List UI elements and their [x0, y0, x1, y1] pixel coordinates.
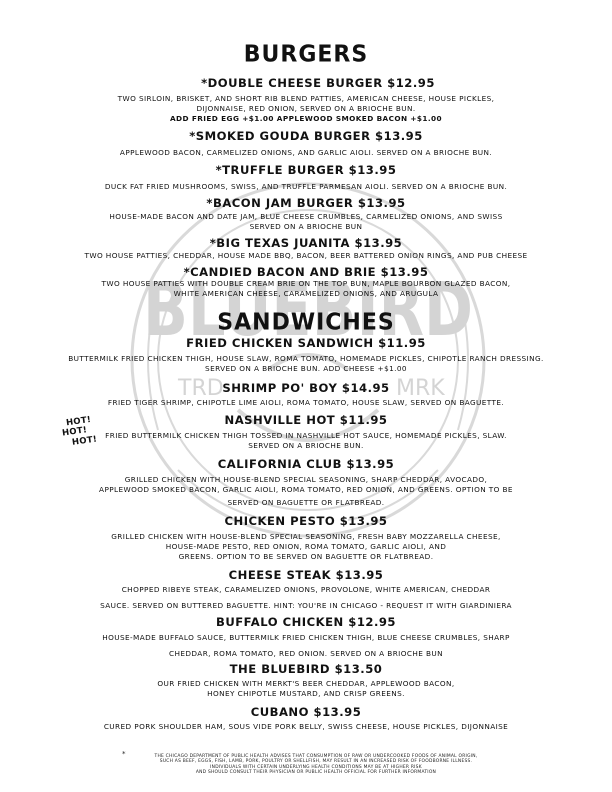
- hot-badge-line: HOT!: [61, 425, 88, 439]
- footnote-line: AND SHOULD CONSULT THEIR PHYSICIAN OR PUBLIC HEALTH OFFICIAL FOR FURTHER INFORMATION: [195, 769, 437, 775]
- footnote-line: INDIVIDUALS WITH CERTAIN UNDERLYING HEALTH CONDITIONS MAY BE AT HIGHER RISK: [210, 764, 422, 770]
- menu-item-description: TWO HOUSE PATTIES WITH DOUBLE CREAM BRIE ON THE TOP BUN, MAPLE BOURBON GLAZED BACON,: [101, 279, 511, 288]
- menu-item-description: WHITE AMERICAN CHEESE, CARAMELIZED ONIONS, AND ARUGULA: [173, 289, 439, 298]
- menu-item-title: CALIFORNIA CLUB $13.95: [217, 457, 395, 471]
- menu-item-title: CHEESE STEAK $13.95: [228, 568, 384, 582]
- menu-item-title: *BIG TEXAS JUANITA $13.95: [209, 236, 403, 250]
- menu-item-description: APPLEWOOD BACON, CARMELIZED ONIONS, AND GARLIC AIOLI. SERVED ON A BRIOCHE BUN.: [119, 148, 493, 157]
- watermark-brand-text: BLUEBIRD: [143, 267, 473, 353]
- menu-item-description: HONEY CHIPOTLE MUSTARD, AND CRISP GREENS.: [207, 689, 405, 698]
- menu-item-description: HOUSE-MADE PESTO, RED ONION, ROMA TOMATO, GARLIC AIOLI, AND: [165, 542, 447, 551]
- menu-item-description: OUR FRIED CHICKEN WITH MERKT'S BEER CHEDDAR, APPLEWOOD BACON,: [157, 679, 455, 688]
- sandwiches-heading: SANDWICHES: [217, 309, 395, 336]
- footnote-line: THE CHICAGO DEPARTMENT OF PUBLIC HEALTH ADVISES THAT CONSUMPTION OF RAW OR UNDERCOOKED FOODS OF ANIMAL ORIGIN,: [154, 754, 478, 759]
- health-advisory-footnote: [122, 750, 506, 775]
- menu-item-description: HOUSE-MADE BUFFALO SAUCE, BUTTERMILK FRIED CHICKEN THIGH, BLUE CHEESE CRUMBLES, SHARP: [102, 633, 510, 642]
- menu-item-description: SERVED ON BAGUETTE OR FLATBREAD.: [227, 498, 385, 507]
- menu-item-description: FRIED TIGER SHRIMP, CHIPOTLE LIME AIOLI, ROMA TOMATO, HOUSE SLAW, SERVED ON BAGUETTE.: [107, 398, 505, 407]
- menu-item-title: BUFFALO CHICKEN $12.95: [215, 615, 396, 629]
- menu-item-description: APPLEWOOD SMOKED BACON, GARLIC AIOLI, ROMA TOMATO, RED ONION, AND GREENS. OPTION TO BE: [99, 485, 513, 494]
- menu-item-description: SERVED ON A BRIOCHE BUN.: [248, 441, 364, 450]
- menu-item-description: HOUSE-MADE BACON AND DATE JAM, BLUE CHEESE CRUMBLES, CARMELIZED ONIONS, AND SWISS: [109, 212, 503, 221]
- menu-item-description: FRIED BUTTERMILK CHICKEN THIGH TOSSED IN NASHVILLE HOT SAUCE, HOMEMADE PICKLES, SLAW.: [105, 431, 507, 440]
- menu-item-title: *SMOKED GOUDA BURGER $13.95: [189, 129, 423, 143]
- menu-item-description: TWO SIRLOIN, BRISKET, AND SHORT RIB BLEND PATTIES, AMERICAN CHEESE, HOUSE PICKLES,: [117, 94, 495, 103]
- menu-item-description: CHEDDAR, ROMA TOMATO, RED ONION. SERVED ON A BRIOCHE BUN: [169, 649, 443, 658]
- menu-item-description: GRILLED CHICKEN WITH HOUSE-BLEND SPECIAL SEASONING, FRESH BABY MOZZARELLA CHEESE,: [111, 532, 501, 541]
- footnote-asterisk: *: [122, 750, 126, 758]
- watermark-right-text: MRK: [396, 376, 445, 401]
- footnote-line: SUCH AS BEEF, EGGS, FISH, LAMB, PORK, POULTRY OR SHELLFISH, MAY RESULT IN AN INCREASED RISK OF FOODBORNE ILLNESS.: [159, 759, 473, 765]
- menu-item-title: *TRUFFLE BURGER $13.95: [215, 163, 397, 177]
- menu-item-title: CHICKEN PESTO $13.95: [224, 514, 388, 528]
- hot-badge-line: HOT!: [71, 434, 98, 448]
- menu-item-description: SAUCE. SERVED ON BUTTERED BAGUETTE. HINT: YOU'RE IN CHICAGO - REQUEST IT WITH GIARDINIERA: [100, 601, 512, 610]
- menu-item-description: GREENS. OPTION TO BE SERVED ON BAGUETTE OR FLATBREAD.: [178, 552, 434, 561]
- menu-item-description: DUCK FAT FRIED MUSHROOMS, SWISS, AND TRUFFLE PARMESAN AIOLI. SERVED ON A BRIOCHE BUN.: [104, 182, 508, 191]
- menu-item-title: NASHVILLE HOT $11.95: [224, 413, 388, 427]
- hot-badge-line: HOT!: [65, 414, 92, 429]
- menu-item-addons: ADD FRIED EGG +$1.00 APPLEWOOD SMOKED BACON +$1.00: [169, 114, 443, 123]
- menu-item-title: THE BLUEBIRD $13.50: [229, 662, 383, 676]
- menu-item-description: SERVED ON A BRIOCHE BUN. ADD CHEESE +$1.00: [205, 364, 407, 373]
- menu-item-description: DIJONNAISE, RED ONION, SERVED ON A BRIOCHE BUN.: [196, 104, 416, 113]
- menu-item-description: CHOPPED RIBEYE STEAK, CARAMELIZED ONIONS, PROVOLONE, WHITE AMERICAN, CHEDDAR: [121, 585, 491, 594]
- menu-item-title: *CANDIED BACON AND BRIE $13.95: [183, 265, 429, 279]
- watermark-left-text: TRD: [178, 376, 224, 401]
- menu-item-description: GRILLED CHICKEN WITH HOUSE-BLEND SPECIAL SEASONING, SHARP CHEDDAR, AVOCADO,: [124, 475, 488, 484]
- menu-item-title: *DOUBLE CHEESE BURGER $12.95: [201, 76, 435, 90]
- burgers-heading: BURGERS: [243, 41, 369, 68]
- menu-item-title: SHRIMP PO' BOY $14.95: [222, 381, 390, 395]
- menu-item-title: FRIED CHICKEN SANDWICH $11.95: [186, 336, 426, 350]
- menu-item-title: *BACON JAM BURGER $13.95: [206, 196, 406, 210]
- menu-item-description: SERVED ON A BRIOCHE BUN: [249, 222, 363, 231]
- menu-item-description: BUTTERMILK FRIED CHICKEN THIGH, HOUSE SLAW, ROMA TOMATO, HOMEMADE PICKLES, CHIPOTLE RANCH DRESSING.: [68, 354, 544, 363]
- menu-item-description: TWO HOUSE PATTIES, CHEDDAR, HOUSE MADE BBQ, BACON, BEER BATTERED ONION RINGS, AND PUB CHEESE: [84, 251, 528, 260]
- menu-item-title: CUBANO $13.95: [250, 705, 362, 719]
- menu-item-description: CURED PORK SHOULDER HAM, SOUS VIDE PORK BELLY, SWISS CHEESE, HOUSE PICKLES, DIJONNAISE: [103, 722, 509, 731]
